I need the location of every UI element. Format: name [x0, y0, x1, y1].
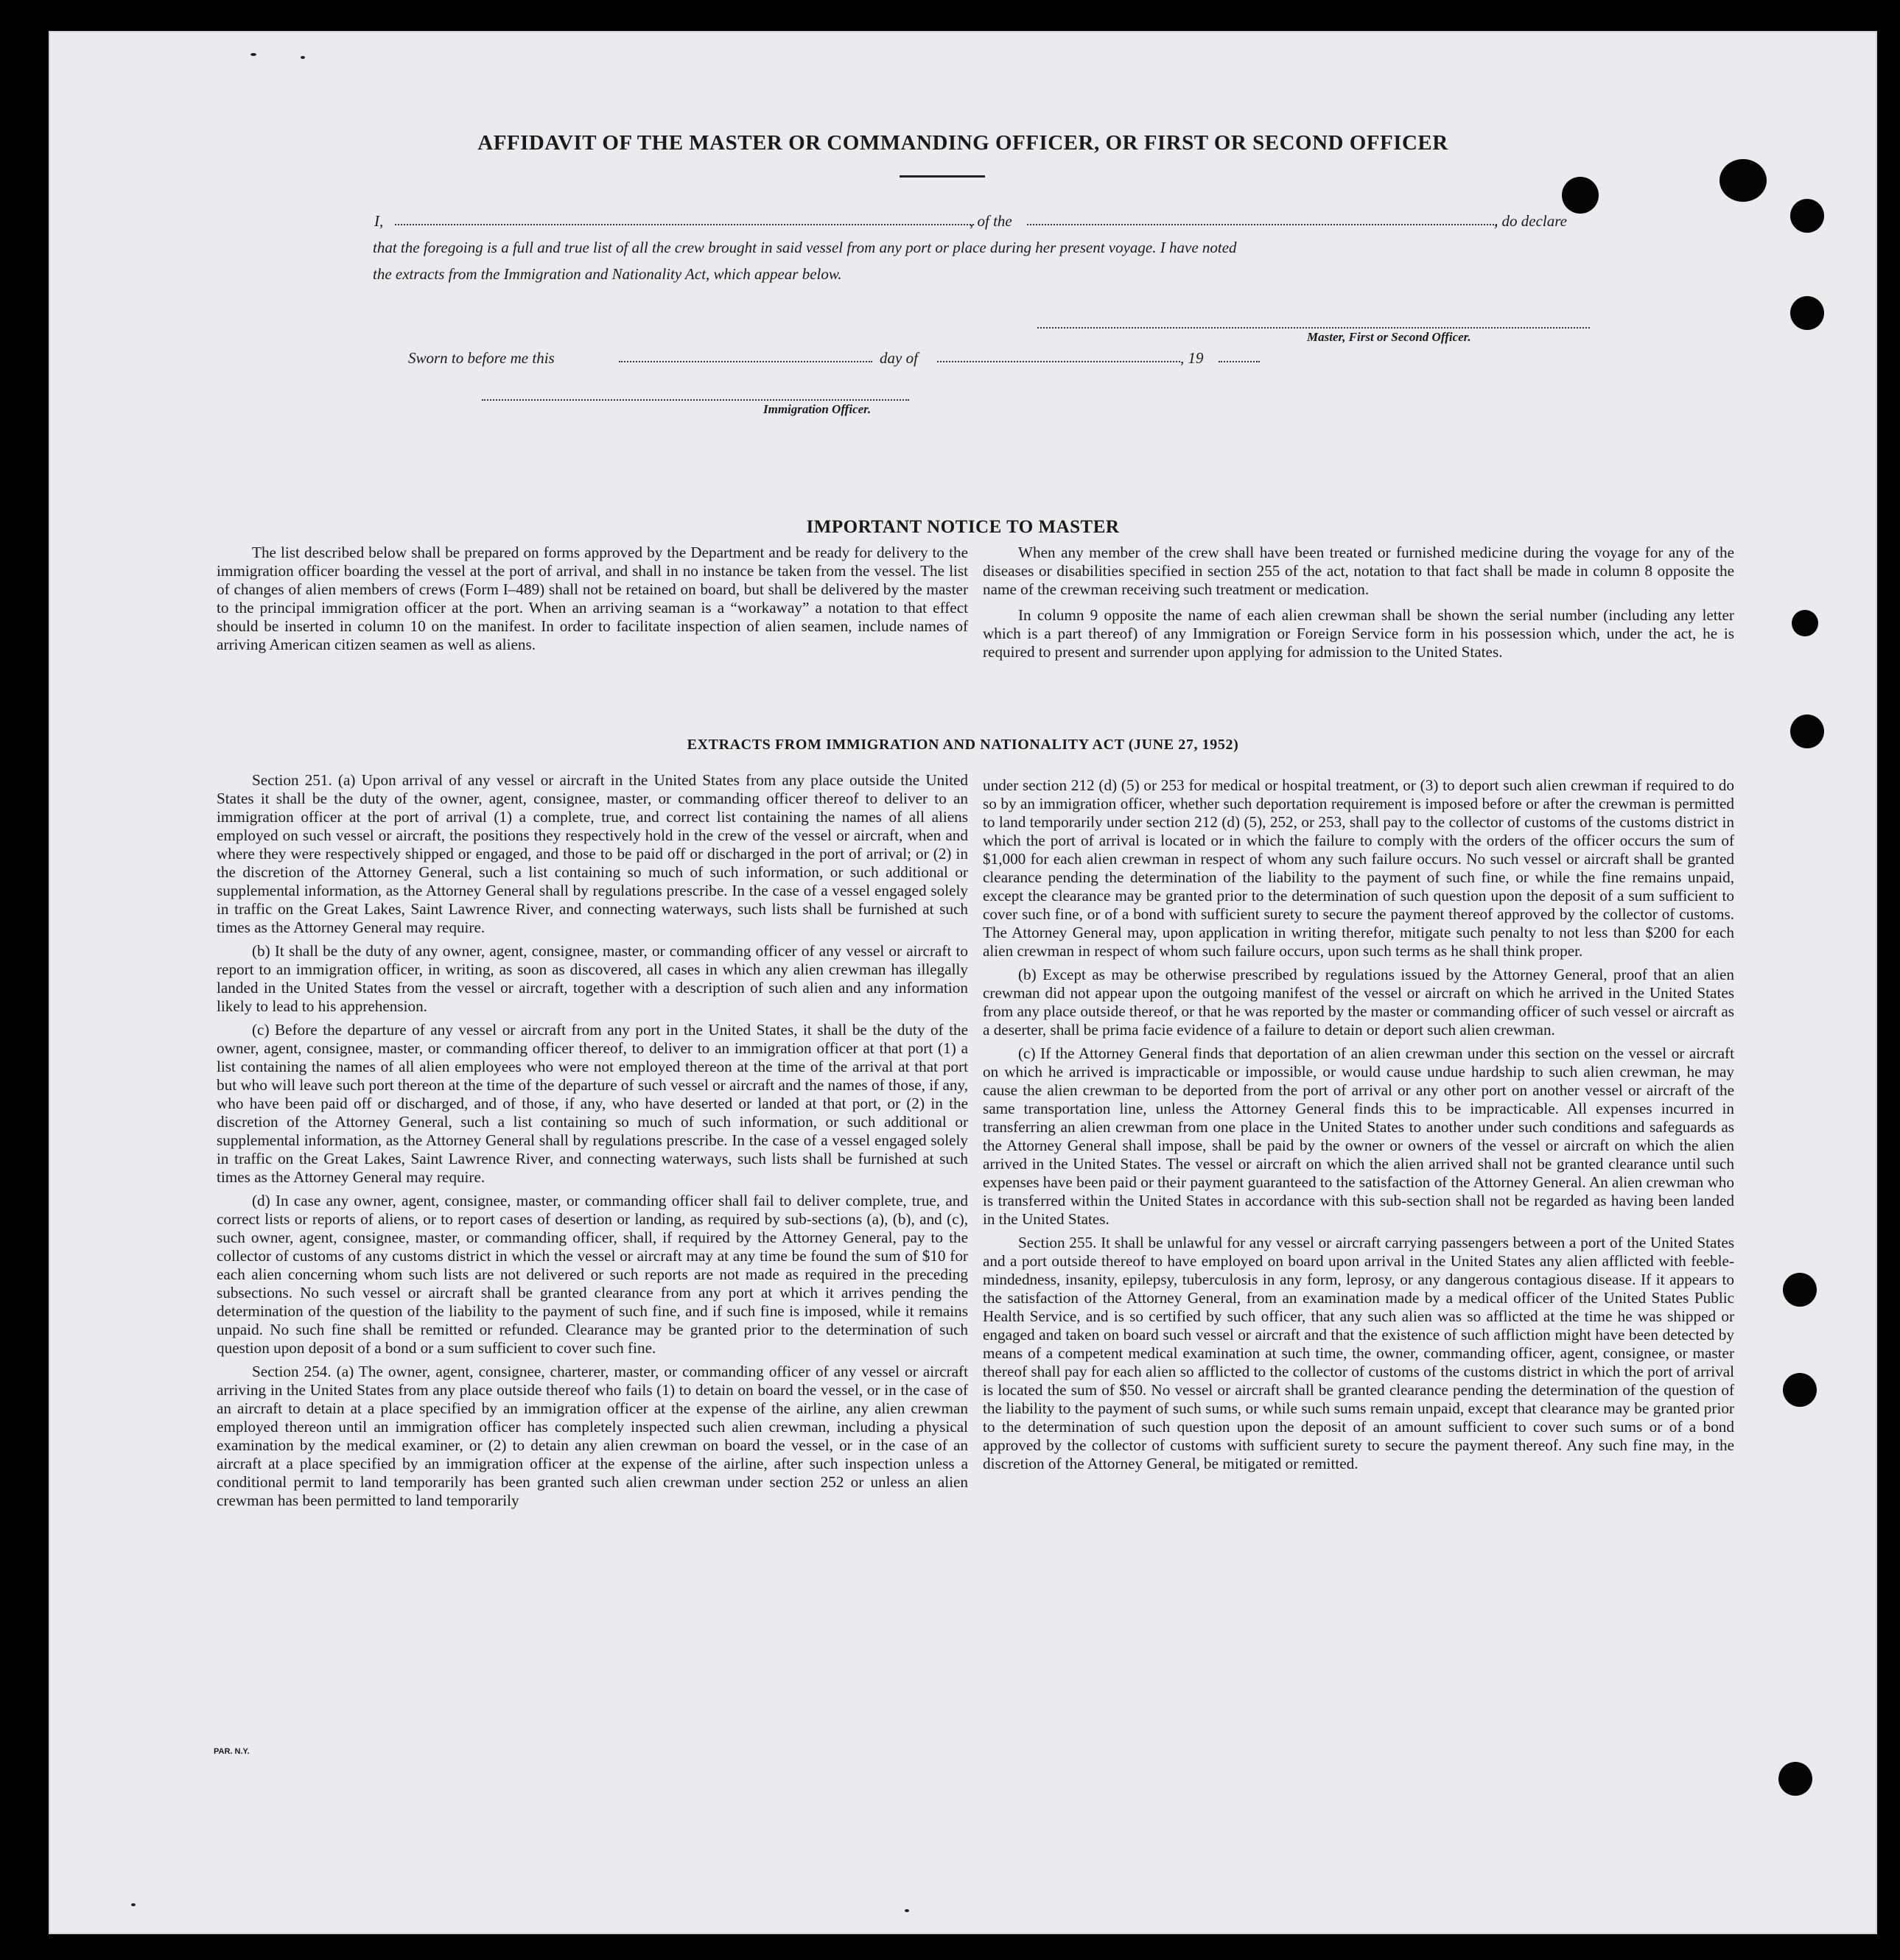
extracts-right-column	[983, 776, 1734, 1473]
of-the-label: , of the	[970, 212, 1012, 230]
master-caption: Master, First or Second Officer.	[1307, 330, 1471, 344]
section-254-a: Section 254. (a) The owner, agent, consignee, charterer, master, or commanding officer of any vessel or aircraft arriving in the United States from any place outside thereof who fails (1) to detain on board the vessel, or in the case of an aircraft to detain at a place specified by an immigration officer at the expense of the airline, any alien crewman employed thereon until an immigration officer has completely inspected such alien crewman, including a physical examination by the medical examiner, or (2) to detain any alien crewman on board the vessel, or in the case of an aircraft at a place specified by an immigration officer at the expense of the airline, after such inspection unless a conditional permit to land temporarily has been granted such alien crewman under section 252 or unless an alien crewman has been permitted to land temporarily	[217, 1363, 968, 1509]
year-label: , 19	[1180, 349, 1204, 367]
section-254-b: (b) Except as may be otherwise prescribed by regulations issued by the Attorney General, proof that an alien crewman did not appear upon the outgoing manifest of the vessel or aircraft on which he arrived in the United States from any place outside thereof, or that he was reported by the master or commanding officer of such vessel or aircraft as a deserter, shall be prima facie evidence of a failure to detain or deport such alien crewman.	[983, 966, 1734, 1039]
ink-blot	[1720, 159, 1767, 202]
section-254-c: (c) If the Attorney General finds that deportation of an alien crewman under this section on the vessel or aircraft on which he arrived is impracticable or impossible, or would cause undue hardship to such alien crewman, he may cause the alien crewman to be deported from the port of arrival or any other port on another vessel or aircraft of the same transportation line, unless the Attorney General finds this to be impracticable. All expenses incurred in transferring an alien crewman from one place in the United States to another under such conditions and safeguards as the Attorney General shall impose, shall be paid by the owner or owners of the vessel or aircraft on which the alien arrived in the United States. The vessel or aircraft on which the alien arrived shall not be granted clearance until such expenses have been paid or their payment guaranteed to the satisfaction of the Attorney General. An alien crewman who is transferred within the United States in accordance with this sub-section shall not be regarded as having been landed in the United States.	[983, 1044, 1734, 1228]
affidavit-title: AFFIDAVIT OF THE MASTER OR COMMANDING OFFICER, OR FIRST OR SECOND OFFICER	[477, 131, 1448, 155]
i-label: I,	[374, 212, 384, 230]
ink-blot	[1562, 177, 1599, 214]
declare-label: , do declare	[1494, 212, 1567, 230]
section-251-d: (d) In case any owner, agent, consignee, master, or commanding officer shall fail to deliver complete, true, and correct lists or reports of aliens, or to report cases of desertion or landing, as required by sub-sections (a), (b), and (c), such owner, agent, consignee, master, or commanding officer, shall, if required by the Attorney General, pay to the collector of customs of any customs district in which the vessel or aircraft may at any time be found the sum of $10 for each alien concerning whom such lists are not delivered or such reports are not made as required in the preceding subsections. No such vessel or aircraft shall be granted clearance from any port at which it arrives pending the determination of the question of the liability to the payment of such fine, and if such fine is imposed, while it remains unpaid. No such fine shall be remitted or refunded. Clearance may be granted prior to the determination of such question upon deposit of a bond or a sum sufficient to cover such fine.	[217, 1192, 968, 1357]
printer-mark: PAR. N.Y.	[214, 1747, 250, 1756]
section-251-a: Section 251. (a) Upon arrival of any vessel or aircraft in the United States from any place outside the United States it shall be the duty of the owner, agent, consignee, master, or commanding officer thereof to deliver to an immigration officer at the port of arrival (1) a complete, true, and correct list containing the names of all aliens employed on such vessel or aircraft, the positions they respectively hold in the crew of the vessel or aircraft, when and where they were respectively shipped or engaged, and those to be paid off or discharged in the port of arrival; or (2) in the discretion of the Attorney General, such a list containing so much of such information, or such additional or supplemental information, as the Attorney General shall by regulations prescribe. In the case of a vessel engaged solely in traffic on the Great Lakes, Saint Lawrence River, and connecting waterways, such lists shall be furnished at such times as the Attorney General may require.	[217, 771, 968, 936]
statement-line-2: the extracts from the Immigration and Nationality Act, which appear below.	[373, 265, 842, 283]
notice-right-paragraph-2: In column 9 opposite the name of each alien crewman shall be shown the serial number (including any letter which is a part thereof) of any Immigration or Foreign Service form in his possession which, under the act, he is required to present and surrender upon applying for admission to the United States.	[983, 606, 1734, 661]
sworn-month-field[interactable]	[937, 361, 1180, 362]
notice-right-paragraph-1: When any member of the crew shall have been treated or furnished medicine during the voyage for any of the diseases or disabilities specified in section 255 of the act, notation to that fact shall be made in column 8 opposite the name of the crewman receiving such treatment or medication.	[983, 544, 1734, 598]
vessel-field[interactable]	[1027, 224, 1497, 225]
notice-title: IMPORTANT NOTICE TO MASTER	[806, 517, 1120, 537]
section-251-c: (c) Before the departure of any vessel or aircraft from any port in the United States, it shall be the duty of the owner, agent, consignee, master, or commanding officer thereof, to deliver to an immigration officer at that port (1) a list containing the names of all alien employees who were not employed thereon at the time of the arrival at that port but who will leave such port thereon at the time of the departure of such vessel or aircraft and the names of those, if any, who have been paid off or discharged, and of those, if any, who have deserted or landed at that port, or (2) in the discretion of the Attorney General, such a list containing so much of such information, or such additional or supplemental information, as the Attorney General shall by regulations prescribe. In the case of a vessel engaged solely in traffic on the Great Lakes, Saint Lawrence River, and connecting waterways, such lists shall be furnished at such times as the Attorney General may require.	[217, 1021, 968, 1186]
notice-right-column	[983, 544, 1734, 661]
sworn-label: Sworn to before me this	[408, 349, 555, 367]
speck	[131, 1903, 136, 1906]
title-divider	[900, 175, 985, 178]
sworn-day-field[interactable]	[619, 361, 872, 362]
speck	[301, 56, 305, 59]
punch-hole	[1778, 1762, 1812, 1796]
punch-hole	[1783, 1373, 1817, 1407]
speck	[250, 53, 256, 56]
statement-line-1: that the foregoing is a full and true list of all the crew brought in said vessel from any port or place during her present voyage. I have noted	[373, 239, 1237, 256]
notice-left-paragraph: The list described below shall be prepared on forms approved by the Department and be ready for delivery to the immigration officer boarding the vessel at the port of arrival, and shall in no instance be taken from the vessel. The list of changes of alien members of crews (Form I–489) shall not be retained on board, but shall be delivered by the master to the principal immigration officer at the port. When an arriving seaman is a “workaway” a notation to that effect should be inserted in column 10 on the manifest. In order to facilitate inspection of alien seamen, include names of arriving American citizen seamen as well as aliens.	[217, 544, 968, 653]
section-255: Section 255. It shall be unlawful for any vessel or aircraft carrying passengers between a port of the United States and a port outside thereof to have employed on board upon arrival in the United States any alien afflicted with feeble-mindedness, insanity, epilepsy, tuberculosis in any form, leprosy, or any dangerous contagious disease. If it appears to the satisfaction of the Attorney General, from an examination made by a medical officer of the United States Public Health Service, and is so certified by such officer, that any such alien was so afflicted at the time he was shipped or engaged and taken on board such vessel or aircraft and that the existence of such affliction might have been detected by means of a competent medical examination at such time, the owner, commanding officer, agent, consignee, or master thereof shall pay for each alien so afflicted to the collector of customs of the customs district in which the port of arrival is located the sum of $50. No vessel or aircraft shall be granted clearance pending the determination of the question of the liability to the payment of such sums, or while such sums remain unpaid, except that clearance may be granted prior to the determination of such question upon the deposit of an amount sufficient to cover such sums or of a bond approved by the collector of customs with sufficient surety to secure the payment thereof. Any such fine may, in the discretion of the Attorney General, be mitigated or remitted.	[983, 1234, 1734, 1472]
speck	[905, 1909, 909, 1912]
ink-blot	[1792, 610, 1818, 636]
officer-caption: Immigration Officer.	[763, 402, 872, 416]
notice-left-column	[217, 544, 968, 654]
punch-hole	[1790, 199, 1824, 233]
section-254-a-continued: under section 212 (d) (5) or 253 for medical or hospital treatment, or (3) to deport such alien crewman if required to do so by an immigration officer, whether such deportation requirement is imposed before or after the crewman is permitted to land temporarily under section 212 (d) (5), 252, or 253, shall pay to the collector of customs of the customs district in which the port of arrival is located or in which the failure to comply with the orders of the officer occurs the sum of $1,000 for each alien crewman in respect of whom any such failure occurs. No such vessel or aircraft shall be granted clearance pending the determination of the liability to the payment of such fine, or while the fine remains unpaid, except the clearance may be granted prior to the determination of such question upon the deposit of a sum sufficient to cover such fine, or of a bond with sufficient surety to secure the payment thereof approved by the collector of customs. The Attorney General may, upon application in writing therefor, mitigate such penalty to not less than $200 for each alien crewman in respect of whom such failure occurs, upon such terms as he shall think proper.	[983, 776, 1734, 960]
punch-hole	[1783, 1273, 1817, 1307]
punch-hole	[1790, 714, 1824, 748]
day-of-label: day of	[880, 349, 918, 367]
form-page	[49, 31, 1877, 1934]
officer-signature-line[interactable]	[482, 399, 909, 401]
sworn-year-field[interactable]	[1219, 361, 1260, 362]
extracts-title: EXTRACTS FROM IMMIGRATION AND NATIONALITY ACT (JUNE 27, 1952)	[687, 737, 1239, 753]
master-signature-line[interactable]	[1037, 327, 1590, 329]
punch-hole	[1790, 296, 1824, 330]
section-251-b: (b) It shall be the duty of any owner, agent, consignee, master, or commanding officer of any vessel or aircraft to report to an immigration officer, in writing, as soon as discovered, all cases in which any alien crewman has illegally landed in the United States from the vessel or aircraft, together with a description of such alien and any information likely to lead to his apprehension.	[217, 942, 968, 1015]
extracts-left-column	[217, 771, 968, 1510]
name-field[interactable]	[395, 224, 974, 225]
